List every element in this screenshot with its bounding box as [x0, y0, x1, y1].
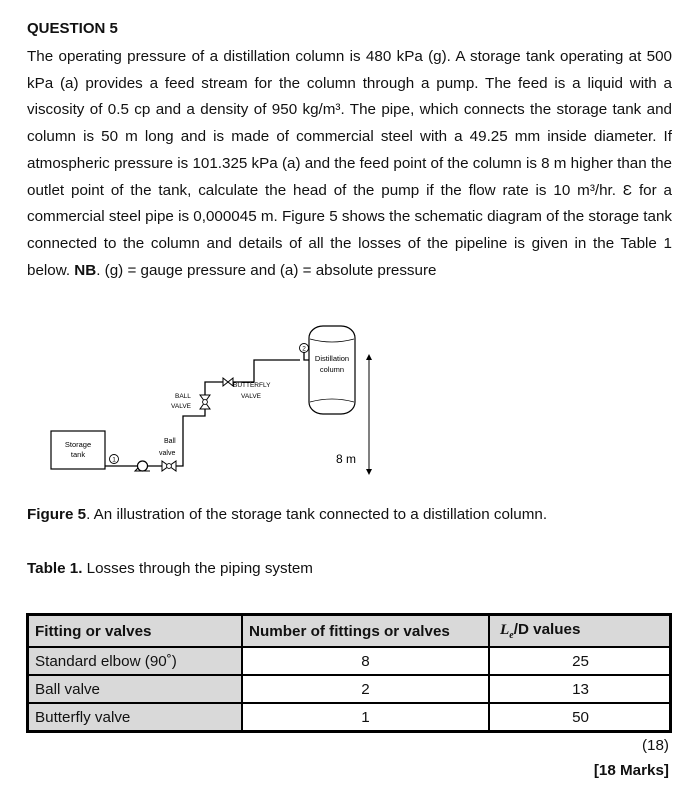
figure-caption	[27, 506, 547, 523]
ball-valve-upper-icon	[200, 395, 210, 409]
table-header-row	[28, 615, 671, 648]
point-2-label: 2	[302, 345, 306, 353]
header-ld-l: L	[500, 620, 510, 638]
question-body	[27, 44, 672, 284]
losses-table	[26, 613, 672, 733]
pump-icon	[135, 461, 150, 471]
header-ld-sub: e	[509, 630, 514, 642]
header-number: Number of fittings or valves	[242, 615, 489, 648]
height-dimension-arrow	[366, 354, 372, 475]
nb-label: NB	[74, 261, 97, 279]
storage-tank-label-2: tank	[70, 450, 86, 459]
row-fitting-name: Standard elbow (90˚)	[28, 647, 243, 675]
butterfly-valve-icon	[223, 378, 233, 386]
column-label-2: column	[319, 365, 345, 374]
header-fitting: Fitting or valves	[28, 615, 243, 648]
row-count: 2	[242, 675, 489, 703]
height-label: 8 m	[336, 452, 357, 466]
ball-valve-upper-label-2: VALVE	[171, 403, 191, 410]
question-body-text: The operating pressure of a distillation column is 480 kPa (g). A storage tank operating at 500 kPa (a) provides a feed stream for the column through a pump. The feed is a liquid with a viscosity of 0.5 cp and a density of 950 kg/m³. The pipe, which connects the storage tank and column is 50 m long and is made of commercial steel with a 49.25 mm inside diameter. If atmospheric pressure is 101.325 kPa (a) and the feed point of the column is 8 m higher than the outlet point of the tank, calculate the head of the pump if the flow rate is 10 m³/hr. Ɛ for a commercial steel pipe is 0,000045 m. Figure 5 shows the schematic diagram of the storage tank connected to the column and details of all the losses of the pipeline is given in the Table 1 below.	[27, 48, 673, 279]
pipe-line	[105, 360, 300, 466]
table-row	[28, 703, 671, 732]
table-caption	[27, 560, 313, 577]
row-fitting-name: Butterfly valve	[28, 703, 243, 732]
schematic-figure	[0, 318, 700, 488]
sub-marks: (18)	[641, 737, 669, 754]
figure-caption-label: Figure 5	[27, 506, 87, 523]
storage-tank-label-1: Storage	[64, 440, 92, 449]
butterfly-valve-label-1: BUTTERFLY	[233, 382, 271, 389]
header-ld-rest: /D values	[513, 620, 581, 638]
table-row	[28, 675, 671, 703]
pipe-to-column	[304, 352, 309, 360]
table-caption-label: Table 1.	[27, 560, 83, 577]
ball-valve-lower-label-1: Ball	[164, 438, 176, 445]
header-ld	[489, 615, 671, 648]
row-fitting-name: Ball valve	[28, 675, 243, 703]
total-marks: [18 Marks]	[593, 762, 669, 779]
table-row	[28, 647, 671, 675]
column-label-1: Distillation	[314, 354, 350, 363]
nb-text: . (g) = gauge pressure and (a) = absolute pressure	[96, 261, 437, 279]
butterfly-valve-label-2: VALVE	[241, 393, 261, 400]
row-ld: 25	[489, 647, 671, 675]
figure-caption-text: . An illustration of the storage tank connected to a distillation column.	[86, 506, 548, 523]
row-count: 1	[242, 703, 489, 732]
row-ld: 13	[489, 675, 671, 703]
point-1-label: 1	[112, 456, 116, 464]
row-count: 8	[242, 647, 489, 675]
table-caption-text: Losses through the piping system	[82, 560, 313, 577]
ball-valve-lower-label-2: valve	[159, 450, 176, 457]
question-heading: QUESTION 5	[27, 20, 118, 37]
ball-valve-upper-label-1: BALL	[175, 393, 191, 400]
row-ld: 50	[489, 703, 671, 732]
ball-valve-lower-icon	[162, 461, 176, 471]
